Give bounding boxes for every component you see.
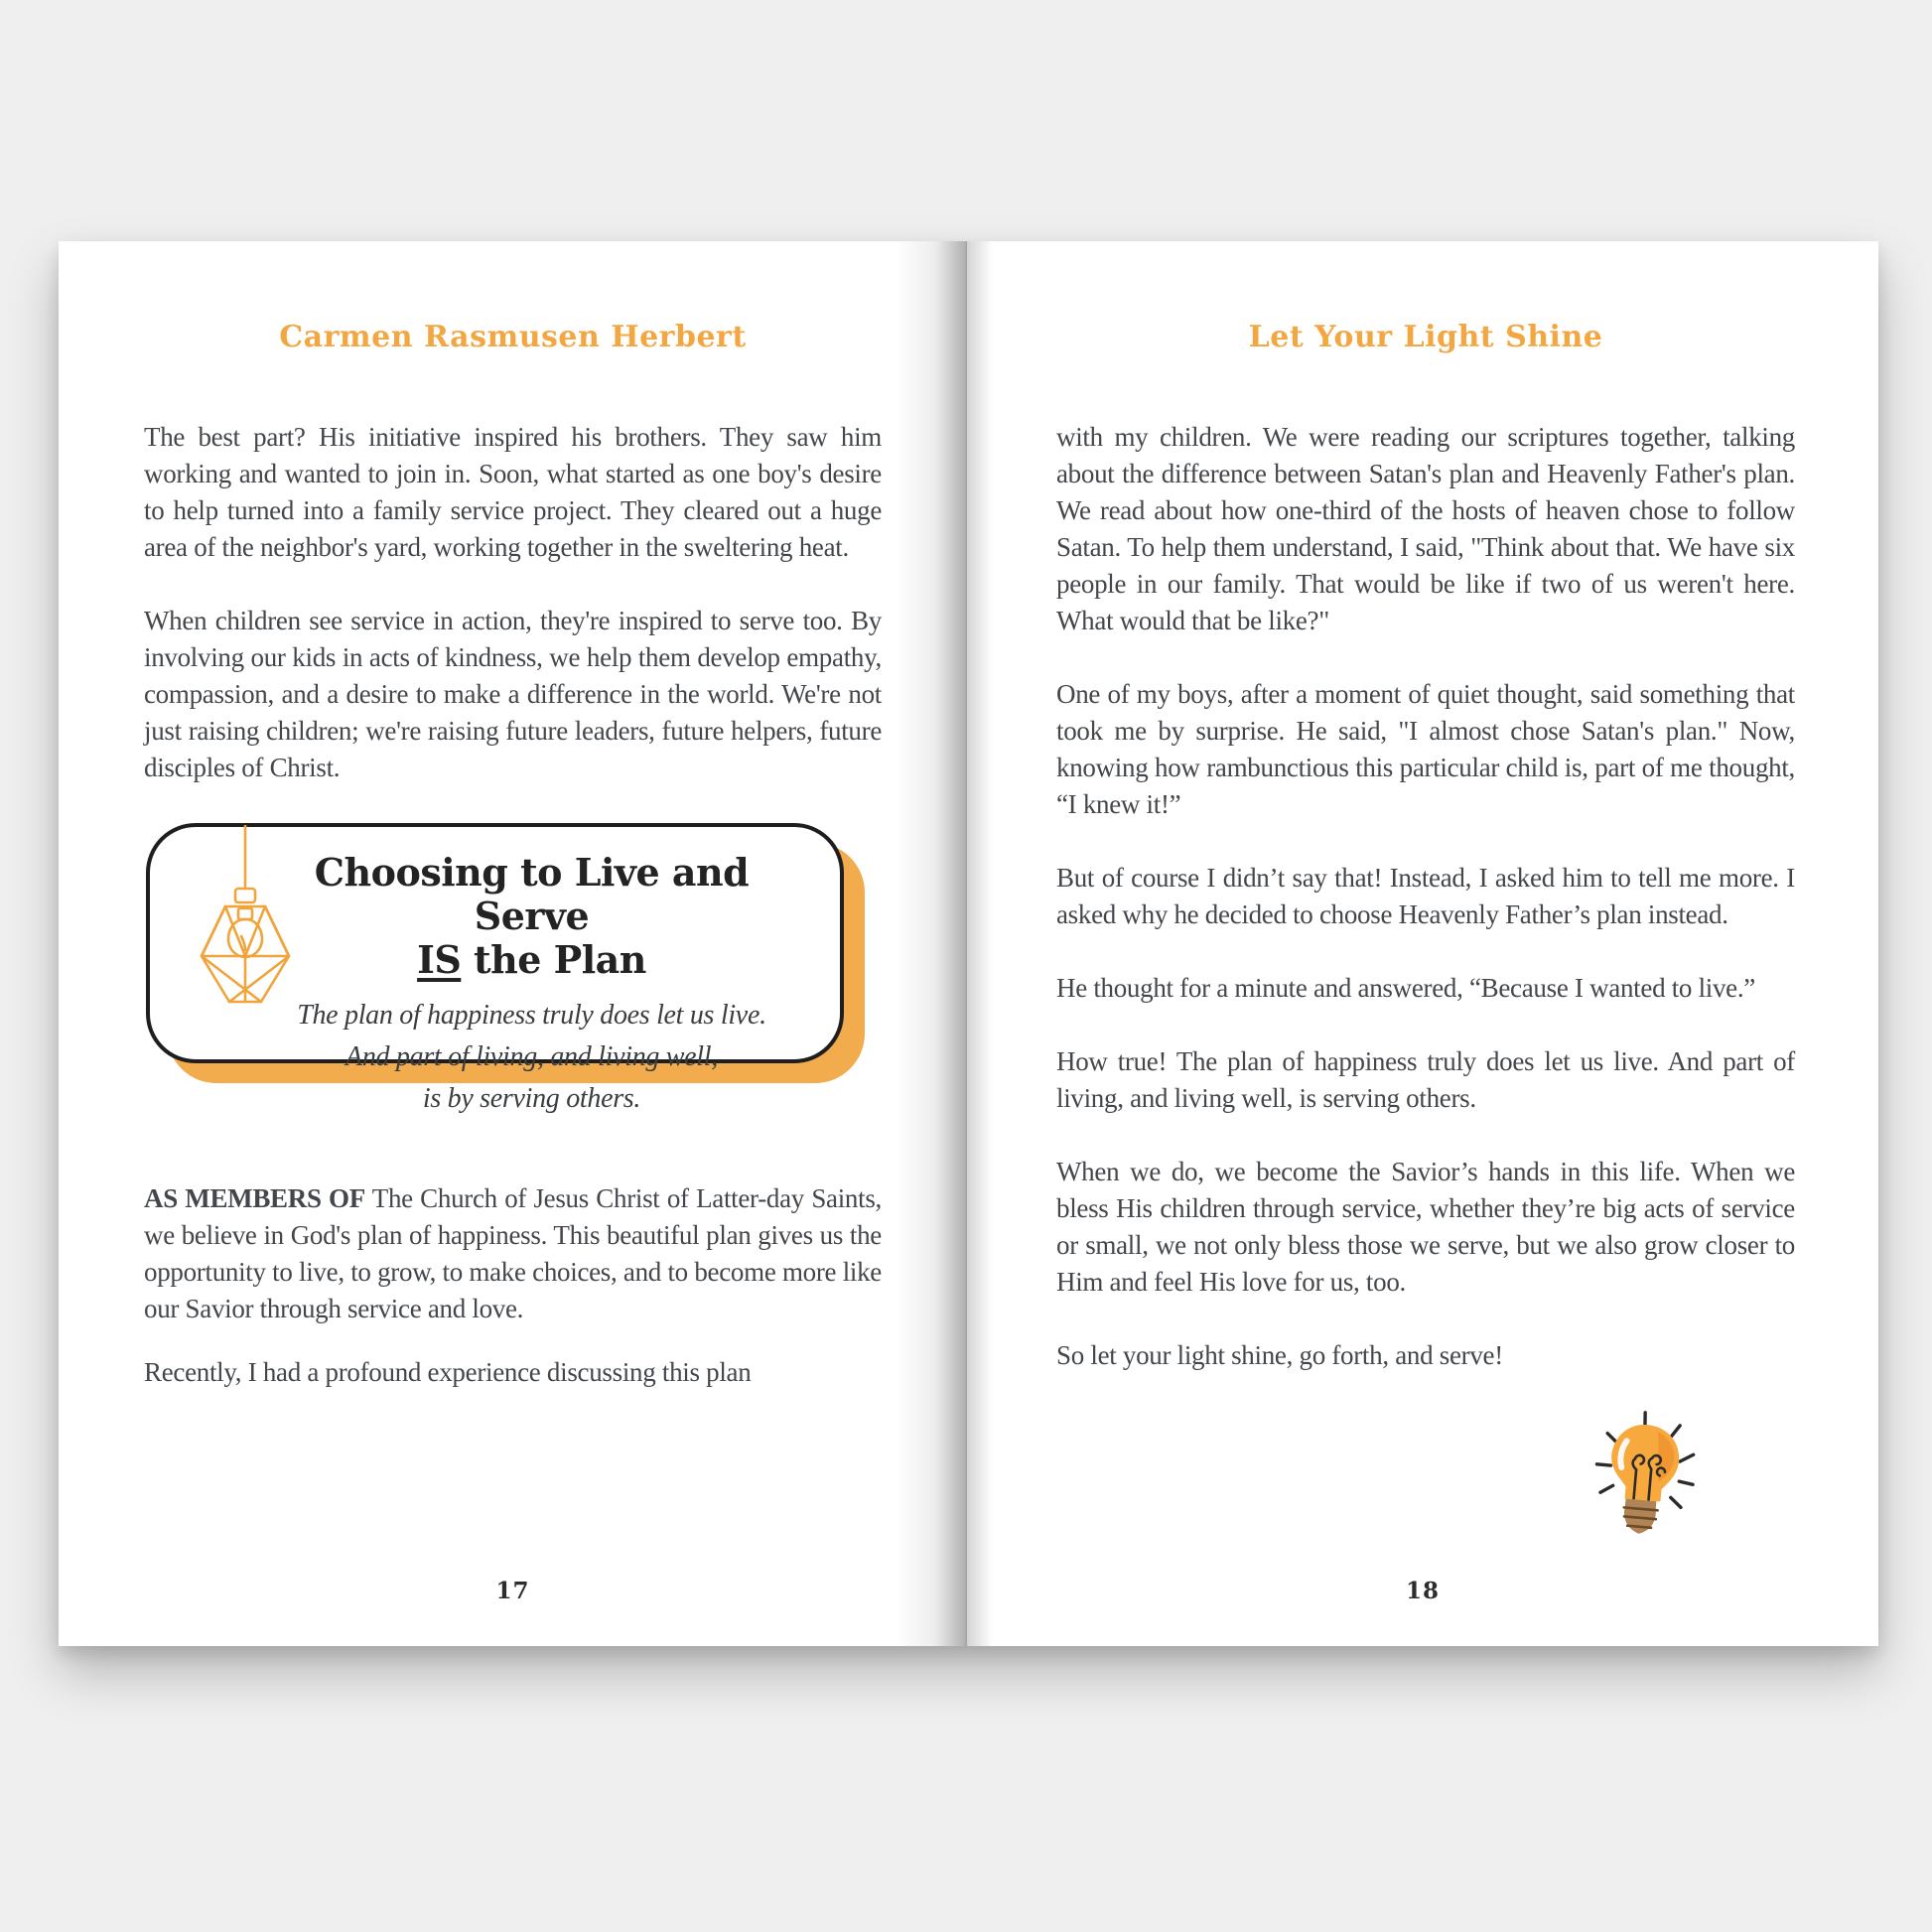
page-number: 17 (495, 1578, 530, 1604)
lightbulb-icon (1585, 1409, 1702, 1534)
paragraph: He thought for a minute and answered, “Because I wanted to live.” (1056, 973, 1755, 1003)
page-number: 18 (1405, 1578, 1440, 1604)
paragraph: Recently, I had a profound experience discussing this plan (144, 1357, 752, 1387)
callout-title-line1: Choosing to Live and Serve (314, 850, 750, 938)
callout-title (253, 851, 810, 982)
callout-content (253, 851, 810, 1120)
callout-quote-line: And part of living, and living well, (345, 1041, 718, 1072)
paragraph: One of my boys, after a moment of quiet thought, said something that took me by surprise. He said, "I almost chose Satan's plan." Now, knowing how rambunctious this particular child is, part of me thought, “I knew it!” (1056, 679, 1795, 819)
paragraph: When we do, we become the Savior’s hands in this life. When we bless His children through service, whether they’re big acts of service or small, we not only bless those we serve, but we also grow closer to Him and feel His love for us, too. (1056, 1157, 1795, 1297)
callout-title-line2: the Plan (474, 937, 646, 982)
paragraph: But of course I didn’t say that! Instead, I asked him to tell me more. I asked why he decided to choose Heavenly Father’s plan instead. (1056, 863, 1795, 929)
paragraph: So let your light shine, go forth, and serve! (1056, 1340, 1503, 1370)
paragraph (144, 1180, 882, 1327)
paragraph: The best part? His initiative inspired his brothers. They saw him working and wanted to join in. Soon, what started as one boy's desire to help turned into a family service project. They cleared out a huge area of the neighbor's yard, working together in the sweltering heat. (144, 422, 882, 562)
paragraph: with my children. We were reading our scriptures together, talking about the difference between Satan's plan and Heavenly Father's plan. We read about how one-third of the hosts of heaven chose to follow Satan. To help them understand, I said, "Think about that. We have six people in our family. That would be like if two of us weren't here. What would that be like?" (1056, 422, 1795, 635)
callout-title-underlined-word: IS (417, 937, 462, 982)
callout-quote (253, 995, 810, 1120)
lead-in-caps: AS MEMBERS OF (144, 1183, 365, 1213)
paragraph: How true! The plan of happiness truly does let us live. And part of living, and living well, is serving others. (1056, 1046, 1795, 1113)
callout-quote-line: is by serving others. (422, 1083, 641, 1114)
paragraph: When children see service in action, they're inspired to serve too. By involving our kids in acts of kindness, we help them develop empathy, compassion, and a desire to make a difference in the world. We're not just raising children; we're raising future leaders, future helpers, future disciples of Christ. (144, 606, 882, 782)
callout-box (146, 823, 844, 1114)
running-header-title: Let Your Light Shine (1248, 320, 1603, 354)
running-header-author: Carmen Rasmusen Herbert (279, 320, 747, 354)
lead-paragraph-text: The Church of Jesus Christ of Latter-day Saints, we believe in God's plan of happiness. This beautiful plan gives us the opportunity to live, to grow, to make choices, and to become more like our Savior through service and love. (144, 1183, 882, 1323)
book-spread (59, 241, 1878, 1646)
book-page-right (967, 241, 1878, 1646)
callout-quote-line: The plan of happiness truly does let us live. (297, 1000, 766, 1031)
book-page-left (59, 241, 967, 1646)
